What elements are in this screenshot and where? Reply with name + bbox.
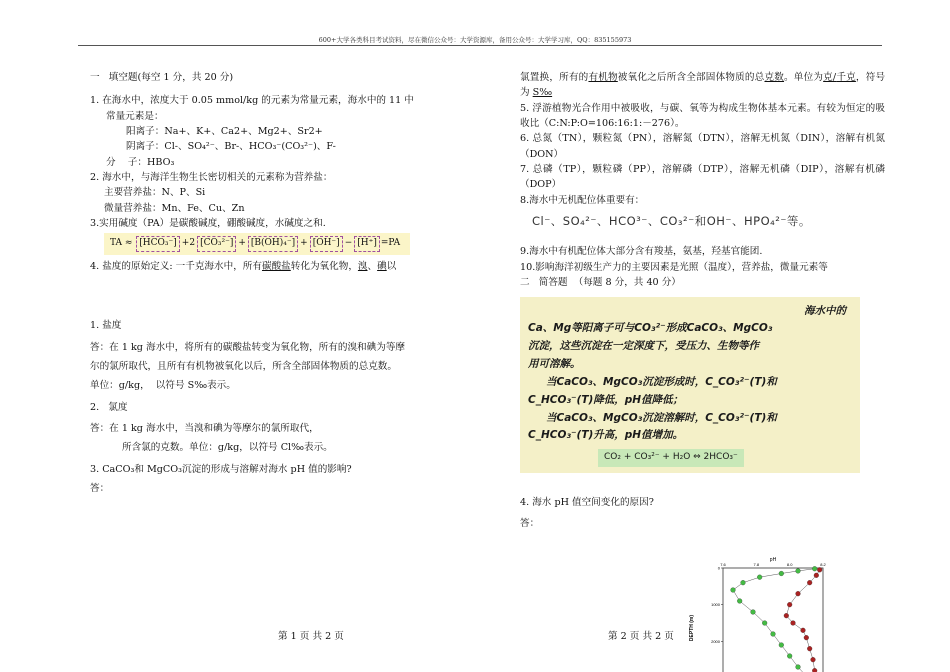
carbonate-explanation-box: 海水中的 Ca、Mg等阳离子可与CO₃²⁻形成CaCO₃、MgCO₃ 沉淀，这些沉淀在一定深度下，受压力、生物等作 用可溶解。 当CaCO₃、MgCO₃沉淀形成时，C_CO₃²⁻(T)和 C_HCO₃⁻(T)降低，pH值降低； 当CaCO₃、MgCO₃沉淀溶解时，C_CO₃²⁻(T)和 C_HCO₃⁻(T)升高，pH值增加。 CO₂ + CO₃²⁻ + H₂O ⇔ 2HCO₃⁻ [520, 297, 860, 473]
carbonate-equation: CO₂ + CO₃²⁻ + H₂O ⇔ 2HCO₃⁻ [598, 449, 744, 466]
data-point [804, 635, 809, 640]
page-number-left: 第 1 页 共 2 页 [278, 631, 344, 642]
s1-unit: 单位：g/kg， 以符号 S‰表示。 [90, 380, 236, 392]
q8: 8.海水中无机配位体重要有： [520, 194, 645, 206]
data-point [796, 665, 801, 670]
s2-ans1: 答：在 1 kg 海水中，当溴和碘为等摩尔的氯所取代， [90, 423, 319, 434]
data-point [741, 580, 746, 585]
data-point [796, 591, 801, 596]
data-point [779, 571, 784, 576]
data-point [812, 668, 817, 672]
left-column [90, 70, 470, 496]
q1-molecule: 分 子：HBO₃ [106, 156, 175, 168]
ta-term-h: [H⁺] [354, 236, 380, 252]
q3-line1: 3.实用碱度（PA）是碳酸碱度，硼酸碱度，水碱度之和. [90, 218, 326, 230]
ph-depth-chart [685, 556, 835, 644]
q1-line1: 1. 在海水中，浓度大于 0.05 mmol/kg 的元素为常量元素，海水中的 11 中 [90, 95, 414, 107]
q9: 9.海水中有机配位体大部分含有羧基，氨基，羟基官能团. [520, 246, 763, 258]
data-point [801, 628, 806, 633]
data-point [807, 646, 812, 651]
section2-title: 二 简答题 （每题 8 分，共 40 分） [520, 277, 681, 289]
s1-ans2: 尔的氯所取代，且所有有机物被氧化以后，所含全部固体物质的总克数。 [90, 360, 397, 372]
x-tick-label: 7.6 [720, 562, 726, 567]
right-column [520, 70, 885, 531]
ta-term-boh4: [B(OH)₄⁻] [248, 236, 298, 252]
header-rule [78, 45, 882, 46]
q5: 5. 浮游植物光合作用中被吸收，与碳、氧等为构成生物体基本元素。有较为恒定的吸收比（C:N:P:O=106:16:1:－276）。 [520, 102, 885, 130]
s1-title: 1. 盐度 [90, 320, 122, 332]
data-point [784, 613, 789, 618]
data-point [757, 575, 762, 580]
q1-anions: 阴离子：Cl-、SO₄²⁻、Br-、HCO₃⁻(CO₃²⁻)、F- [126, 141, 336, 153]
ta-lhs: TA ≈ [110, 238, 133, 249]
data-point [811, 657, 816, 662]
s2-ans2: 所含氯的克数。单位：g/kg，以符号 Cl‰表示。 [122, 442, 333, 454]
data-point [814, 573, 819, 578]
ta-rhs: =PA [380, 238, 401, 249]
series-line-0 [733, 569, 815, 672]
ta-term-hco3: [HCO₃⁻] [136, 236, 180, 252]
data-point [817, 567, 822, 572]
q2-minor: 微量营养盐：Mn、Fe、Cu、Zn [104, 202, 245, 214]
q4-line: 4. 盐度的原始定义: 一千克海水中，所有碳酸盐转化为氧化物，溴、碘以 [90, 260, 397, 272]
q6: 6. 总氮（TN），颗粒氮（PN），溶解氮（DTN），溶解无机氮（DIN），溶解有机氮（DON） [520, 133, 885, 160]
q8-ions: Cl⁻、SO₄²⁻、HCO³⁻、CO₃²⁻和OH⁻、HPO₄²⁻等。 [532, 214, 811, 229]
ta-formula: TA ≈ [HCO₃⁻] +2 [CO₃²⁻] + [B(OH)₄⁻] + [OH⁻] − [H⁺] =PA [104, 233, 410, 255]
data-point [791, 621, 796, 626]
s1-ans1: 答：在 1 kg 海水中，将所有的碳酸盐转变为氧化物，所有的溴和碘为等摩 [90, 341, 406, 353]
q1-line2: 常量元素是： [106, 110, 164, 122]
y-tick-label: 1000 [711, 602, 720, 608]
q4-ph-answer: 答： [520, 517, 540, 529]
data-point [762, 621, 767, 626]
s2-title: 2. 氯度 [90, 401, 128, 413]
x-tick-label: 7.8 [753, 562, 760, 567]
data-point [737, 599, 742, 604]
ph-depth-svg [685, 556, 835, 644]
ta-term-oh: [OH⁻] [310, 236, 343, 252]
q2-line1: 2. 海水中，与海洋生物生长密切相关的元素称为营养盐： [90, 172, 333, 184]
x-axis-label: pH [769, 557, 777, 563]
s3-title: 3. CaCO₃和 MgCO₃沉淀的形成与溶解对海水 pH 值的影响? [90, 463, 352, 475]
q2-major: 主要营养盐：N、P、Si [104, 187, 206, 199]
data-point [812, 566, 817, 571]
data-point [807, 580, 812, 585]
q4-continued: 氯置换，所有的有机物被氧化之后所含全部固体物质的总克数。单位为克/千克，符号为 S‰ [520, 72, 886, 99]
x-tick-label: 8.2 [820, 562, 826, 567]
data-point [771, 632, 776, 637]
y-tick-label: 2000 [711, 638, 720, 644]
page-banner: 600+大学各类科目考试资料，尽在微信公众号：大学资源库，备用公众号：大学学习库，QQ：835155973 [318, 36, 632, 44]
q4-ph-title: 4. 海水 pH 值空间变化的原因? [520, 496, 654, 508]
data-point [731, 588, 736, 593]
data-point [796, 569, 801, 574]
x-tick-label: 8.0 [786, 562, 793, 567]
q10: 10.影响海洋初级生产力的主要因素是光照（温度），营养盐，微量元素等 [520, 261, 828, 273]
page-number-right: 第 2 页 共 2 页 [608, 631, 674, 642]
data-point [779, 643, 784, 648]
data-point [787, 654, 792, 659]
data-point [751, 610, 756, 615]
q1-cations: 阳离子：Na+、K+、Ca2+、Mg2+、Sr2+ [126, 126, 323, 138]
section1-title: 一 填空题(每空 1 分，共 20 分) [90, 72, 234, 83]
q7: 7. 总磷（TP），颗粒磷（PP），溶解磷（DTP），溶解无机磷（DIP），溶解有机磷（DOP） [520, 164, 885, 191]
y-axis-label: DEPTH (m) [689, 614, 695, 642]
data-point [787, 602, 792, 607]
ta-term-co3: [CO₃²⁻] [197, 236, 236, 252]
s3-answer: 答： [90, 483, 110, 495]
y-tick-label: 0 [717, 565, 720, 571]
